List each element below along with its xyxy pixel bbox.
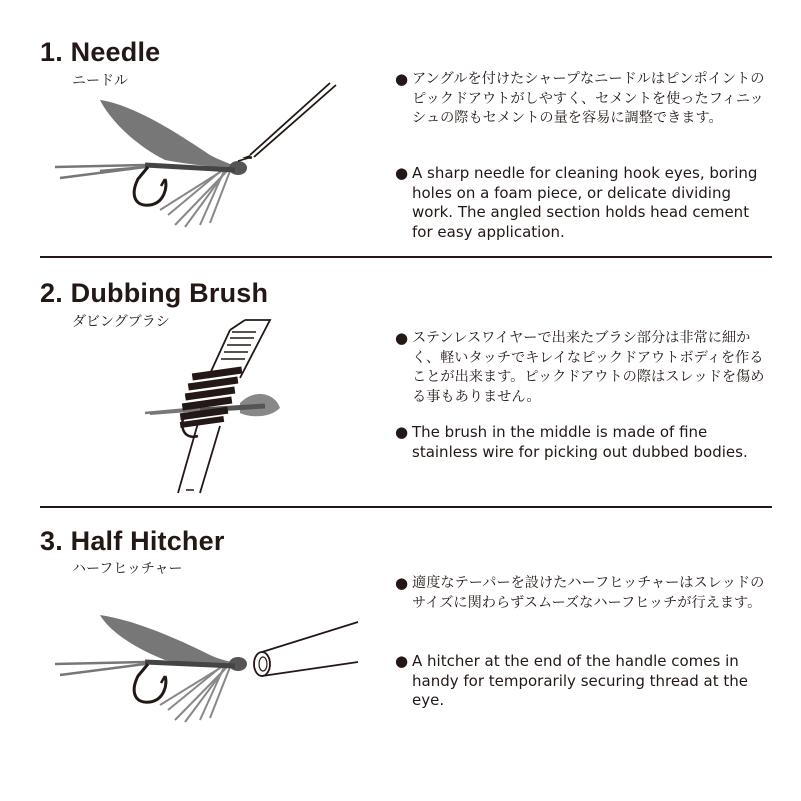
half-hitcher-subtitle: ハーフヒッチャー xyxy=(72,561,183,577)
half-hitcher-tool-icon xyxy=(254,622,358,676)
bullet-icon: ● xyxy=(395,652,409,670)
fly-illustration-icon xyxy=(55,100,247,227)
dubbing-brush-title: 2. Dubbing Brush xyxy=(40,278,269,308)
dubbing-brush-description-en: ● The brush in the middle is made of fine stainless wire for picking out dubbed bodies. xyxy=(395,423,748,461)
section-divider xyxy=(40,506,772,508)
needle-subtitle: ニードル xyxy=(72,73,128,89)
half-hitcher-description-ja: ● 適度なテーパーを設けたハーフヒッチャーはスレッドのサイズに関わらずスムーズなハーフヒッチが行えます。 xyxy=(395,574,765,611)
needle-illustration xyxy=(40,75,380,235)
bullet-icon: ● xyxy=(395,329,409,347)
bullet-icon: ● xyxy=(395,423,409,441)
needle-title: 1. Needle xyxy=(40,37,161,67)
fly-illustration-icon xyxy=(55,615,247,722)
half-hitcher-title: 3. Half Hitcher xyxy=(40,526,225,556)
section-divider xyxy=(40,256,772,258)
bullet-icon: ● xyxy=(395,164,409,182)
half-hitcher-illustration xyxy=(40,600,365,740)
needle-description-en: ● A sharp needle for cleaning hook eyes, boring holes on a foam piece, or delicate dividing work. The angled section holds head cement for easy application. xyxy=(395,164,758,241)
dubbing-brush-description-ja: ● ステンレスワイヤーで出来たブラシ部分は非常に細かく、軽いタッチでキレイなピックドアウトボディを作ることが出来ます。ピックドアウトの際はスレッドを傷める事もありません。 xyxy=(395,329,765,405)
dubbing-brush-illustration xyxy=(130,318,290,496)
needle-tool-icon xyxy=(238,83,336,161)
needle-description-ja: ● アングルを付けたシャープなニードルはピンポイントのピックドアウトがしやすく、セメントを使ったフィニッシュの際もセメントの量を容易に調整できます。 xyxy=(395,70,765,126)
half-hitcher-description-en: ● A hitcher at the end of the handle comes in handy for temporarily securing thread at the eye. xyxy=(395,652,749,709)
bullet-icon: ● xyxy=(395,574,409,592)
bullet-icon: ● xyxy=(395,70,409,88)
dubbing-brush-subtitle: ダビングブラシ xyxy=(72,314,170,330)
